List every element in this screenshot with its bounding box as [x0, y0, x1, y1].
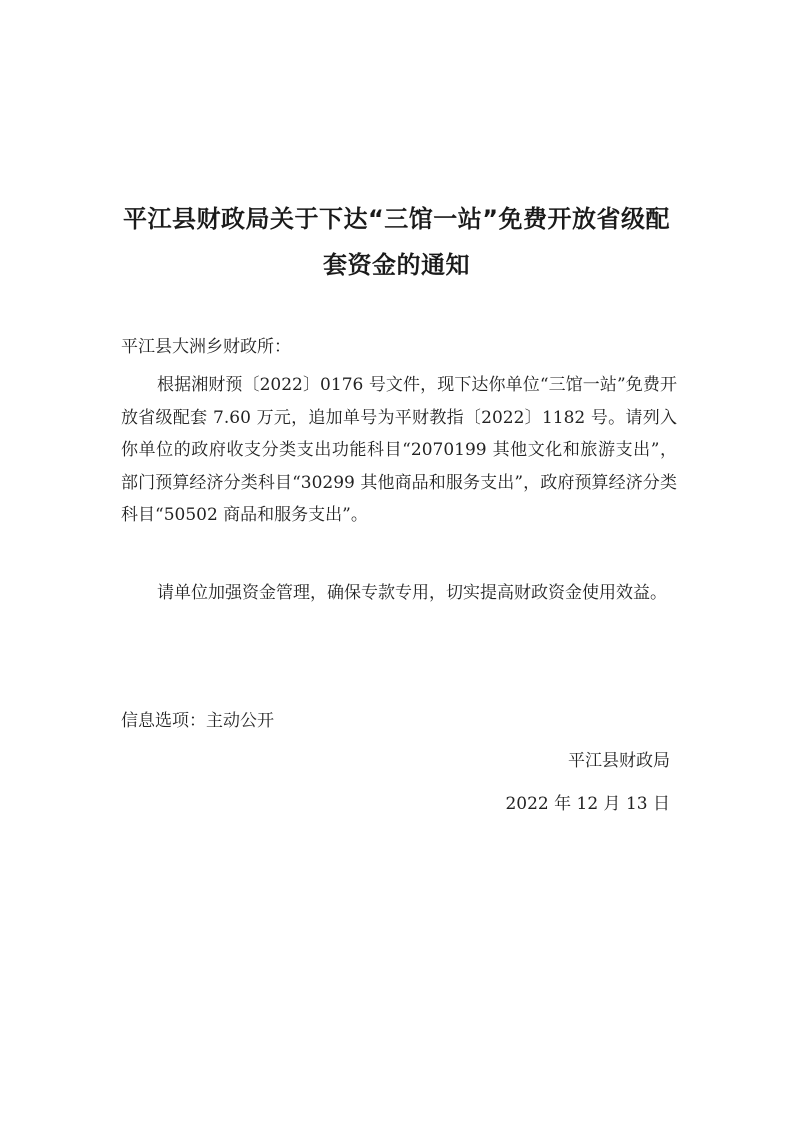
salutation: 平江县大洲乡财政所：	[121, 337, 291, 357]
title-line-2: 套资金的通知	[323, 251, 470, 279]
issuing-authority: 平江县财政局	[568, 751, 670, 771]
disclosure-option: 信息选项：主动公开	[121, 711, 274, 731]
issue-date: 2022 年 12 月 13 日	[505, 794, 670, 814]
body-paragraph-2: 请单位加强资金管理，确保专款专用，切实提高财政资金使用效益。	[157, 583, 667, 603]
document-title	[100, 196, 693, 288]
title-line-1: 平江县财政局关于下达“三馆一站”免费开放省级配	[122, 205, 671, 233]
body-paragraph-1: 根据湘财预〔2022〕0176 号文件，现下达你单位“三馆一站”免费开放省级配套 7.60 万元，追加单号为平财教指〔2022〕1182 号。请列入你单位的政府收支分类支出功能科目“2070199 其他文化和旅游支出”，部门预算经济分类科目“30299 其他商品和服务支出”，政府预算经济分类科目“50502 商品和服务支出”。	[121, 375, 677, 525]
